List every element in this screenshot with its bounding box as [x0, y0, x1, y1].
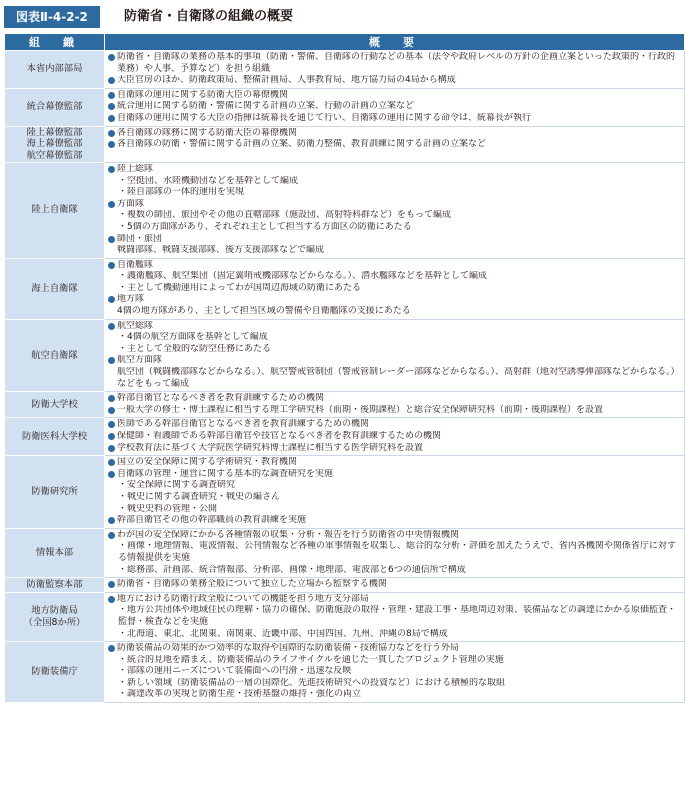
- organization-name: [5, 456, 105, 529]
- table-row: [5, 126, 685, 162]
- sub-item: ・新しい領域（防衛装備品の一層の国際化、先進技術研究への投資など）における積極的な取組: [118, 677, 506, 688]
- sub-item: 4個の地方隊があり、主として担当区域の警備や自衛艦隊の支援にあたる: [117, 306, 411, 317]
- organization-name: [5, 528, 105, 577]
- figure-header: [0, 0, 689, 34]
- bullet-item: 防衛装備品の効果的かつ効率的な取得や国際的な防衛装備・技術協力などを行う外局: [108, 643, 681, 655]
- sub-item: 航空団（戦闘機部隊などからなる。）、航空警戒管制団（警戒管制レーダー部隊などからなる。）、高射群（地対空誘導弾部隊などからなる。）などをもって編成: [117, 367, 680, 389]
- organization-overview: [105, 578, 685, 593]
- organization-overview: [105, 162, 685, 258]
- sub-item: ・戦史に関する調査研究・戦史の編さん: [118, 491, 281, 502]
- organization-overview: [105, 456, 685, 529]
- organization-name: [5, 592, 105, 641]
- bullet-item: 一般大学の修士・博士課程に相当する理工学研究科（前期・後期課程）と総合安全保障研究科（前期・後期課程）を設置: [108, 405, 681, 417]
- bullet-item: 統合運用に関する防衛・警備に関する計画の立案、行動の計画の立案など: [108, 101, 681, 113]
- bullet-item: 陸上総隊: [108, 164, 681, 176]
- organization-name-line: 情報本部: [35, 547, 74, 559]
- bullet-item: 自衛隊の運用に関する大臣の指揮は統幕長を通じて行い、自衛隊の運用に関する命令は、統幕長が執行: [108, 113, 681, 125]
- organization-name: [5, 162, 105, 258]
- organization-name-line: 防衛研究所: [31, 486, 78, 498]
- bullet-item: 国立の安全保障に関する学術研究・教育機関: [108, 457, 681, 469]
- bullet-item: 防衛省・自衛隊の業務全般について独立した立場から監察する機関: [108, 579, 681, 591]
- bullet-item: 自衛艦隊: [108, 260, 681, 272]
- bullet-item: 師団・旅団: [108, 234, 681, 246]
- sub-item: ・統合的見地を踏まえ、防衛装備品のライフサイクルを通じた一貫したプロジェクト管理の実施: [118, 654, 504, 665]
- figure-title: 防衛省・自衛隊の組織の概要: [124, 9, 294, 24]
- bullet-item: 幹部自衛官その他の幹部職員の教育訓練を実施: [108, 515, 681, 527]
- sub-item: ・安全保障に関する調査研究: [118, 480, 236, 491]
- organization-name: [5, 88, 105, 126]
- organization-name-line: 本省内部部局: [26, 63, 83, 75]
- organization-name-line: （全国8か所）: [23, 616, 86, 628]
- organization-name-line: 地方防衛局: [31, 605, 78, 617]
- organization-name: [5, 392, 105, 418]
- sub-item: ・複数の師団、旅団やその他の直轄部隊（施設団、高射特科群など）をもって編成: [118, 210, 452, 221]
- organization-name-line: 海上幕僚監部: [26, 138, 83, 150]
- bullet-item: 大臣官房のほか、防衛政策局、整備計画局、人事教育局、地方協力局の4局から構成: [108, 75, 681, 87]
- table-row: [5, 162, 685, 258]
- bullet-item: 航空総隊: [108, 321, 681, 333]
- table-row: [5, 528, 685, 577]
- sub-item: ・部隊の運用ニーズについて装備面への円滑・迅速な反映: [118, 666, 352, 677]
- organization-name: [5, 258, 105, 319]
- organization-name: [5, 319, 105, 392]
- bullet-item: 自衛隊の管理・運営に関する基本的な調査研究を実施: [108, 469, 681, 481]
- table-row: [5, 642, 685, 703]
- organization-overview: [105, 392, 685, 418]
- column-header-overview: 概 要: [105, 34, 685, 51]
- organization-name: [5, 418, 105, 456]
- sub-item: ・5個の方面隊があり、それぞれ主として担当する方面区の防衛にあたる: [118, 221, 412, 232]
- table-body: [5, 51, 685, 703]
- organization-overview: [105, 126, 685, 162]
- organization-name: [5, 642, 105, 703]
- bullet-item: 方面隊: [108, 199, 681, 211]
- sub-item: ・空挺団、水陸機動団などを基幹として編成: [118, 175, 299, 186]
- organization-name-line: 防衛医科大学校: [21, 430, 88, 442]
- organization-name-line: 航空幕僚監部: [26, 150, 83, 162]
- table-row: [5, 392, 685, 418]
- organization-overview: [105, 319, 685, 392]
- organization-name-line: 航空自衛隊: [31, 349, 78, 361]
- organization-name-line: 防衛装備庁: [31, 666, 78, 678]
- organization-name-line: 陸上自衛隊: [31, 204, 78, 216]
- sub-item: ・主として全般的な防空任務にあたる: [118, 343, 272, 354]
- organization-overview: [105, 642, 685, 703]
- sub-item: ・北海道、東北、北関東、南関東、近畿中部、中国四国、九州、沖縄の8局で構成: [118, 628, 448, 639]
- table-row: [5, 578, 685, 593]
- sub-item: ・画像・地理情報、電波情報、公刊情報など各種の軍事情報を収集し、総合的な分析・評価を加えたうえで、省内各機関や関係省庁に対する情報提供を実施: [118, 541, 676, 563]
- bullet-item: 各自衛隊の防衛・警備に関する計画の立案、防衛力整備、教育訓練に関する計画の立案など: [108, 139, 681, 151]
- sub-item: ・4個の航空方面隊を基幹として編成: [118, 332, 268, 343]
- bullet-item: 航空方面隊: [108, 355, 681, 367]
- table-row: [5, 592, 685, 641]
- bullet-item: 医師である幹部自衛官となるべき者を教育訓練するための機関: [108, 419, 681, 431]
- figure-label: 図表Ⅱ-4-2-2: [4, 6, 100, 28]
- column-header-organization: 組 織: [5, 34, 105, 51]
- organization-name-line: 防衛大学校: [31, 398, 78, 410]
- table-row: [5, 456, 685, 529]
- organization-table: [4, 33, 685, 703]
- sub-item: ・主として機動運用によってわが国周辺海域の防衛にあたる: [118, 282, 362, 293]
- organization-overview: [105, 258, 685, 319]
- bullet-item: 幹部自衛官となるべき者を教育訓練するための機関: [108, 393, 681, 405]
- table-row: [5, 51, 685, 89]
- organization-name-line: 陸上幕僚監部: [26, 126, 83, 138]
- organization-overview: [105, 418, 685, 456]
- bullet-item: 学校教育法に基づく大学院医学研究科博士課程に相当する医学研究科を設置: [108, 443, 681, 455]
- bullet-item: わが国の安全保障にかかる各種情報の収集・分析・報告を行う防衛省の中央情報機関: [108, 530, 681, 542]
- organization-overview: [105, 528, 685, 577]
- bullet-item: 保健師・看護師である幹部自衛官や技官となるべき者を教育訓練するための機関: [108, 431, 681, 443]
- organization-name: [5, 51, 105, 89]
- table-row: [5, 88, 685, 126]
- table-row: [5, 418, 685, 456]
- sub-item: ・調達改革の実現と防衛生産・技術基盤の維持・強化の両立: [118, 689, 362, 700]
- bullet-item: 自衛隊の運用に関する防衛大臣の幕僚機関: [108, 90, 681, 102]
- table-row: [5, 258, 685, 319]
- sub-item: 戦闘部隊、戦闘支援部隊、後方支援部隊などで編成: [117, 245, 325, 256]
- sub-item: ・陸自部隊の一体的運用を実現: [118, 187, 245, 198]
- bullet-item: 各自衛隊の隊務に関する防衛大臣の幕僚機関: [108, 128, 681, 140]
- organization-name: [5, 126, 105, 162]
- organization-overview: [105, 592, 685, 641]
- organization-name-line: 海上自衛隊: [31, 282, 78, 294]
- sub-item: ・地方公共団体や地域住民の理解・協力の確保、防衛施設の取得・管理・建設工事・基地周辺対策、装備品などの調達にかかる原価監査・監督・検査などを実施: [118, 605, 677, 627]
- organization-name: [5, 578, 105, 593]
- table-row: [5, 319, 685, 392]
- organization-overview: [105, 88, 685, 126]
- bullet-item: 防衛省・自衛隊の業務の基本的事項（防衛・警備、自衛隊の行動などの基本（法令や政府レベルの方針の企画立案といった政策的・行政的業務）や人事、予算など）を担う組織: [108, 52, 681, 75]
- sub-item: ・護衛艦隊、航空集団（固定翼哨戒機部隊などからなる。）、潜水艦隊などを基幹として編成: [118, 271, 488, 282]
- sub-item: ・総務部、計画部、統合情報部、分析部、画像・地理部、電波部と6つの通信所で構成: [118, 564, 466, 575]
- bullet-item: 地方隊: [108, 294, 681, 306]
- organization-name-line: 防衛監察本部: [26, 579, 83, 591]
- bullet-item: 地方における防衛行政全般についての機能を担う地方支分部局: [108, 594, 681, 606]
- sub-item: ・戦史史料の管理・公開: [118, 503, 218, 514]
- organization-overview: [105, 51, 685, 89]
- table-header-row: [5, 34, 685, 51]
- organization-name-line: 統合幕僚監部: [26, 101, 83, 113]
